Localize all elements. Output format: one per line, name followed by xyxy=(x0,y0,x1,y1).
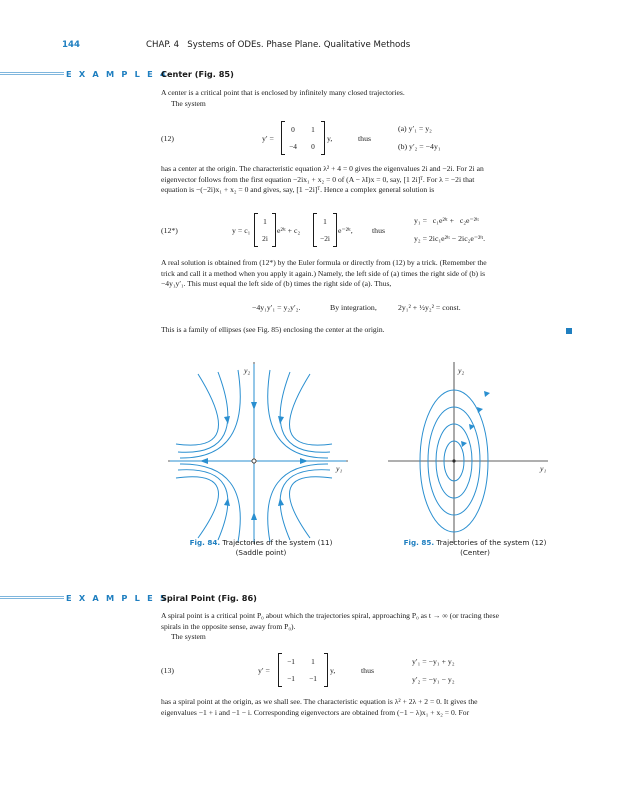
exp-term-2: e⁻²ⁱᵗ, xyxy=(338,226,353,235)
thus-label: thus xyxy=(361,666,374,675)
text-line: trick and call it a method when you apply it again.) Namely, the left side of (a) times the right side of (b) is xyxy=(161,268,486,278)
figure-84-saddle xyxy=(168,362,348,544)
example4-paragraph3: This is a family of ellipses (see Fig. 85) enclosing the center at the origin. xyxy=(161,325,385,334)
thus-label-2: thus xyxy=(372,226,385,235)
vector-cell: 2i xyxy=(262,234,268,243)
eq-number: (13) xyxy=(161,666,174,675)
fig84-y2-label: y₂ xyxy=(244,366,251,375)
vector-cell: 1 xyxy=(263,217,267,226)
eq-number: (12) xyxy=(161,134,174,143)
trajectory xyxy=(176,477,218,538)
trajectory xyxy=(290,374,332,445)
text-line: equation is −(−2i)x₁ + x₂ = 0 and gives, say, [1 −2i]ᵀ. Hence a complex general solution is xyxy=(161,185,435,195)
matrix-cell: −4 xyxy=(289,142,297,151)
ellipse-equation: 2y₁² + ½y₂² = const. xyxy=(398,303,461,312)
fig85-y2-label: y₂ xyxy=(458,366,465,375)
caption-text: Trajectories of the system (11) xyxy=(222,538,333,547)
figure-85-center xyxy=(388,362,548,544)
caption-line xyxy=(166,538,356,548)
critical-point xyxy=(452,459,455,462)
example5-label: E X A M P L E 5 xyxy=(66,593,168,603)
text-line: has a spiral point at the origin, as we shall see. The characteristic equation is λ² + 2λ + 2 = 0. It gives the xyxy=(161,697,478,706)
eq-number-star: (12*) xyxy=(161,226,178,235)
end-of-example-marker xyxy=(566,328,572,334)
trajectory xyxy=(178,470,228,540)
text-line: eigenvalues −1 + i and −1 − i. Corresponding eigenvectors are obtained from (−1 − λ)x₁ + x₂ = 0. For xyxy=(161,707,470,717)
example5-title: Spiral Point (Fig. 86) xyxy=(161,593,257,603)
eigenvector-2 xyxy=(313,213,337,247)
direction-arrow xyxy=(477,407,483,413)
caption-line: (Saddle point) xyxy=(235,547,287,557)
coefficient-matrix xyxy=(281,121,325,155)
integration-note: By integration, xyxy=(330,303,377,312)
caption-line: (Center) xyxy=(460,547,490,557)
exp-term-1: e²ⁱᵗ + c₂ xyxy=(277,226,301,235)
vector-cell: −2i xyxy=(320,234,330,243)
trajectory xyxy=(280,372,330,452)
direction-arrow xyxy=(300,458,308,464)
critical-point xyxy=(252,459,256,463)
trajectory xyxy=(176,374,218,445)
matrix-cell: −1 xyxy=(287,674,295,683)
running-title: CHAP. 4 Systems of ODEs. Phase Plane. Qualitative Methods xyxy=(146,40,411,50)
component-1: y′₁ = −y₁ + y₂ xyxy=(412,657,455,666)
example4-label: E X A M P L E 4 xyxy=(66,69,168,79)
example5-paragraph xyxy=(161,697,581,718)
example4-intro xyxy=(161,88,581,109)
trajectory xyxy=(180,464,240,542)
direction-arrow xyxy=(484,391,490,397)
matrix-cell: 0 xyxy=(311,142,315,151)
system-rhs: y, xyxy=(330,666,336,675)
example4-paragraph2 xyxy=(161,258,581,290)
trajectory xyxy=(290,477,332,538)
solution-lhs: y = c₁ xyxy=(232,226,251,235)
trajectory xyxy=(268,464,328,542)
matrix-cell: 0 xyxy=(291,125,295,134)
system-lhs: y′ = xyxy=(262,134,274,143)
example5-rule-2 xyxy=(0,598,64,599)
fig84-caption xyxy=(166,538,356,557)
system-rhs: y, xyxy=(327,134,333,143)
text-line: eigenvector follows from the first equation −2ix₁ + x₂ = 0 of (A − λI)x = 0, say, [1 2i]ᵀ. For λ = −2i that xyxy=(161,174,475,184)
trajectory xyxy=(178,372,228,452)
component-2: y′₂ = −y₁ − y₂ xyxy=(412,675,455,684)
trajectory xyxy=(280,470,330,540)
system-lhs: y′ = xyxy=(258,666,270,675)
component-a: (a) y′₁ = y₂ xyxy=(398,124,432,133)
example4-paragraph1 xyxy=(161,164,581,196)
text-line: −4y₁y′₁. This must equal the left side of (b) times the right side of (a). Thus, xyxy=(161,279,392,289)
page-number: 144 xyxy=(62,40,80,50)
caption-number: Fig. 84. xyxy=(189,538,221,547)
text-line: spirals in the opposite sense, away from P₀). xyxy=(161,621,296,631)
direction-arrow xyxy=(251,402,257,410)
direction-arrow xyxy=(251,512,257,520)
component-b: (b) y′₂ = −4y₁ xyxy=(398,142,441,151)
text-line: A spiral point is a critical point P₀ about which the trajectories spiral, approaching P₀ as t → ∞ (or tracing these xyxy=(161,611,499,620)
direction-arrow xyxy=(224,498,230,506)
caption-number: Fig. 85. xyxy=(403,538,435,547)
fig85-y1-label: y₁ xyxy=(540,464,547,473)
intro-line: A center is a critical point that is enclosed by infinitely many closed trajectories. xyxy=(161,88,405,97)
direction-arrow xyxy=(278,498,284,506)
text-line: has a center at the origin. The characteristic equation λ² + 4 = 0 gives the eigenvalues 2i and −2i. For 2i an xyxy=(161,164,484,173)
direction-arrow xyxy=(200,458,208,464)
solution-y1: y₁ = c₁e²ⁱᵗ + c₂e⁻²ⁱᵗ xyxy=(414,216,479,225)
example4-rule-2 xyxy=(0,74,64,75)
caption-text: Trajectories of the system (12) xyxy=(436,538,547,547)
derived-equation: −4y₁y′₁ = y₂y′₂. xyxy=(252,303,301,312)
fig84-y1-label: y₁ xyxy=(336,464,343,473)
example5-rule xyxy=(0,596,64,597)
text-line: A real solution is obtained from (12*) by the Euler formula or directly from (12) by a trick. (Remember the xyxy=(161,258,487,267)
intro-line: The system xyxy=(171,98,206,108)
matrix-cell: 1 xyxy=(311,657,315,666)
matrix-cell: −1 xyxy=(309,674,317,683)
example4-title: Center (Fig. 85) xyxy=(161,69,234,79)
eigenvector-1 xyxy=(254,213,276,247)
coefficient-matrix xyxy=(278,653,328,687)
matrix-cell: −1 xyxy=(287,657,295,666)
example5-intro xyxy=(161,611,581,643)
text-line: The system xyxy=(171,632,206,642)
thus-label: thus xyxy=(358,134,371,143)
matrix-cell: 1 xyxy=(311,125,315,134)
solution-y2: y₂ = 2ic₁e²ⁱᵗ − 2ic₂e⁻²ⁱᵗ. xyxy=(414,234,486,243)
fig85-caption xyxy=(380,538,570,557)
direction-arrow xyxy=(461,441,467,447)
example4-rule xyxy=(0,72,64,73)
vector-cell: 1 xyxy=(323,217,327,226)
caption-line xyxy=(380,538,570,548)
